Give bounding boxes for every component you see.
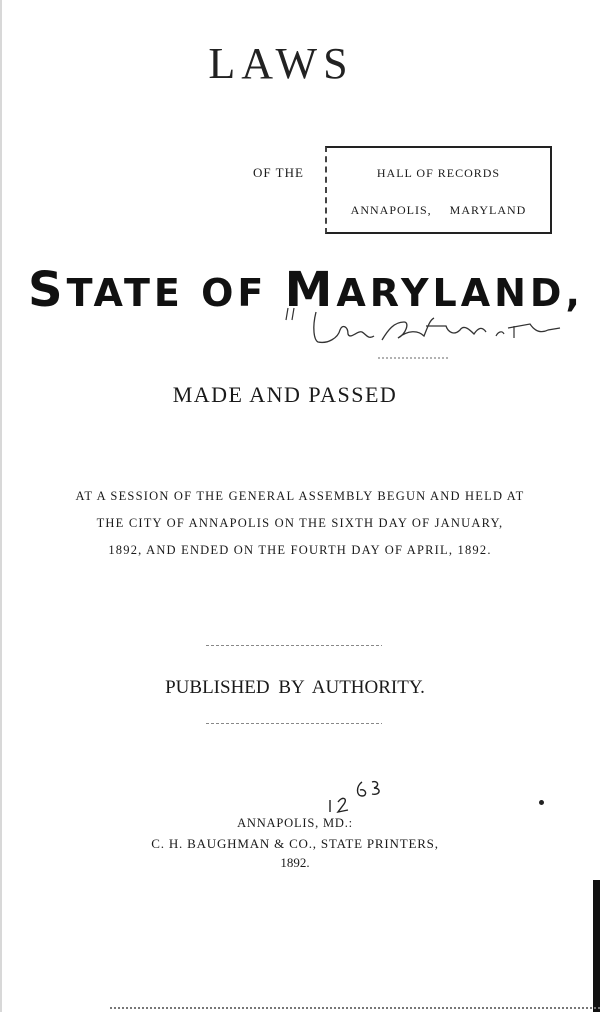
session-line-3: 1892, AND ENDED ON THE FOURTH DAY OF APRIL, 1892. [108,543,492,557]
stamp-line-1: HALL OF RECORDS [376,166,501,180]
of-the-text: OF THE [253,165,304,180]
published-by-authority: PUBLISHED BY AUTHORITY. [165,677,425,698]
of-word: OF [201,271,268,315]
session-paragraph [30,483,570,564]
imprint-city: ANNAPOLIS, MD.: [237,816,353,830]
divider-rule-bottom [206,723,382,724]
maryland-initial: M [284,262,337,318]
session-line-2: THE CITY OF ANNAPOLIS ON THE SIXTH DAY OF JANUARY, [96,516,504,530]
title-laws: LAWS [208,39,354,88]
stamp-line-2: ANNAPOLIS, MARYLAND [350,203,527,217]
imprint-year: 1892. [280,855,310,870]
imprint-printer: C. H. BAUGHMAN & CO., STATE PRINTERS, [151,836,439,851]
made-and-passed: MADE AND PASSED [172,382,398,407]
maryland-rest: ARYLAND, [336,271,584,315]
state-rest: TATE [66,271,184,315]
scan-bottom-edge [110,1007,600,1009]
state-initial: S [28,262,67,318]
ink-dot [539,800,544,805]
handwritten-number [322,776,392,816]
handwritten-catalog-note [278,300,568,360]
hall-of-records-stamp [325,146,552,234]
divider-rule-top [206,645,382,646]
session-line-1: AT A SESSION OF THE GENERAL ASSEMBLY BEGUN AND HELD AT [75,489,525,503]
scan-edge-shadow [593,880,600,1012]
